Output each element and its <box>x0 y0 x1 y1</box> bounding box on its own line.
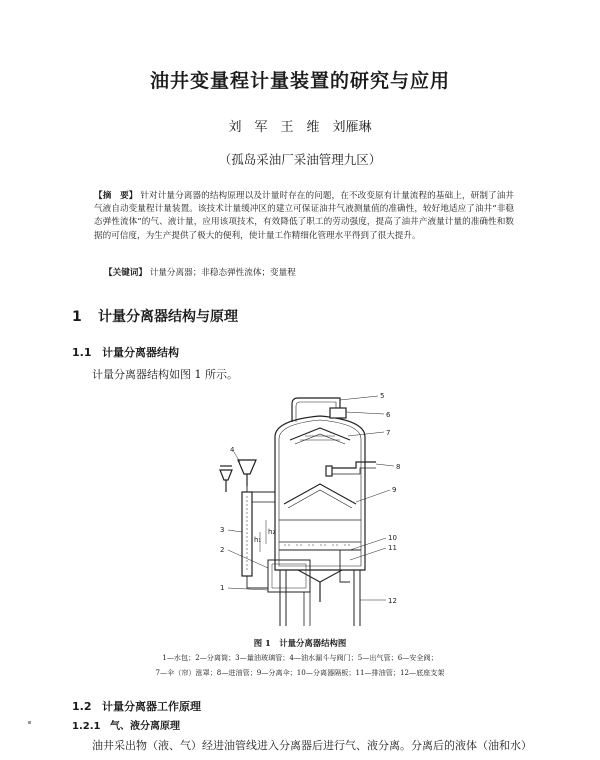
section-number: 1.1 <box>72 346 92 359</box>
diagram-label-1: 1 <box>220 584 225 592</box>
diagram-label-10: 10 <box>388 534 397 542</box>
separator-diagram <box>180 392 440 632</box>
section-heading-1-1 <box>72 344 179 360</box>
diagram-label-2: 2 <box>220 546 225 554</box>
section-title: 计量分离器工作原理 <box>102 700 201 713</box>
margin-mark <box>28 721 31 724</box>
diagram-label-11: 11 <box>388 544 397 552</box>
diagram-label-3: 3 <box>220 526 225 534</box>
affiliation: （孤岛采油厂采油管理九区） <box>218 152 382 167</box>
section-heading-1-2-1 <box>72 717 180 732</box>
inlet-pipe <box>330 462 376 468</box>
bottom-funnel <box>298 570 342 582</box>
separation-umbrella <box>284 484 356 504</box>
water-bag <box>268 560 310 592</box>
figure-legend-line-2: 7—伞（帘）涨罩；8—进油管；9—分离伞；10—分离器隔板；11—排油管；12—底座支架 <box>155 668 445 677</box>
diagram-label-4: 4 <box>230 446 235 454</box>
section-number: 1.2.1 <box>72 721 101 732</box>
figure-caption: 图 1 计量分离器结构图 <box>253 638 347 648</box>
abstract-label: 【摘 要】 <box>94 191 138 201</box>
keywords-label: 【关键词】 <box>104 268 147 278</box>
oil-water-funnel <box>220 470 232 480</box>
safety-valve <box>330 408 346 418</box>
section-title: 计量分离器结构与原理 <box>98 309 238 325</box>
vessel-inner <box>279 420 361 566</box>
body-paragraph-2: 油井采出物（液、气）经进油管线进入分离器后进行气、液分离。分离后的液体（油和水） <box>92 739 532 752</box>
keywords-text: 计量分离器；非稳态弹性流体；变量程 <box>149 268 296 278</box>
diagram-label-6: 6 <box>386 411 391 419</box>
diagram-dim-h1: h₁ <box>254 536 262 544</box>
diagram-label-9: 9 <box>392 486 397 494</box>
abstract <box>94 190 514 243</box>
section-heading-1-2 <box>72 698 201 714</box>
diagram-label-7: 7 <box>386 429 391 437</box>
diagram-label-12: 12 <box>388 597 397 605</box>
diagram-label-5: 5 <box>380 392 385 400</box>
paper-title: 油井变量程计量装置的研究与应用 <box>149 70 450 92</box>
body-paragraph-1: 计量分离器结构如图 1 所示。 <box>92 368 238 381</box>
diagram-label-8: 8 <box>396 463 401 471</box>
figure-legend-line-1: 1—水包；2—分离筒；3—量油玻璃管；4—油水漏斗与阀门；5—出气管；6—安全阀； <box>162 653 438 662</box>
section-number: 1 <box>72 309 82 325</box>
section-number: 1.2 <box>72 700 92 713</box>
section-title: 气、液分离原理 <box>110 721 180 732</box>
diagram-dim-h2: h₂ <box>268 528 276 536</box>
authors: 刘 军 王 维 刘雁琳 <box>228 120 372 135</box>
section-heading-1 <box>72 306 238 326</box>
vessel-shell <box>275 416 365 570</box>
keywords <box>104 266 514 278</box>
abstract-text: 针对计量分离器的结构原理以及计量时存在的问题，在不改变原有计量流程的基础上，研制了油井气液自动变量程计量装置。该技术计量缓冲区的建立可保证油井气液测量值的准确性，较好地适应了油井“非稳态弹性流体”的气、液计量，应用该项技术，有效降低了职工的劳动强度，提高了油井产液量计量的准确性和数据的可信度，为生产提供了极大的便利，使计量工作精细化管理水平得到了很大提升。 <box>94 191 514 241</box>
gauge-funnel <box>238 460 256 474</box>
section-title: 计量分离器结构 <box>102 346 179 359</box>
